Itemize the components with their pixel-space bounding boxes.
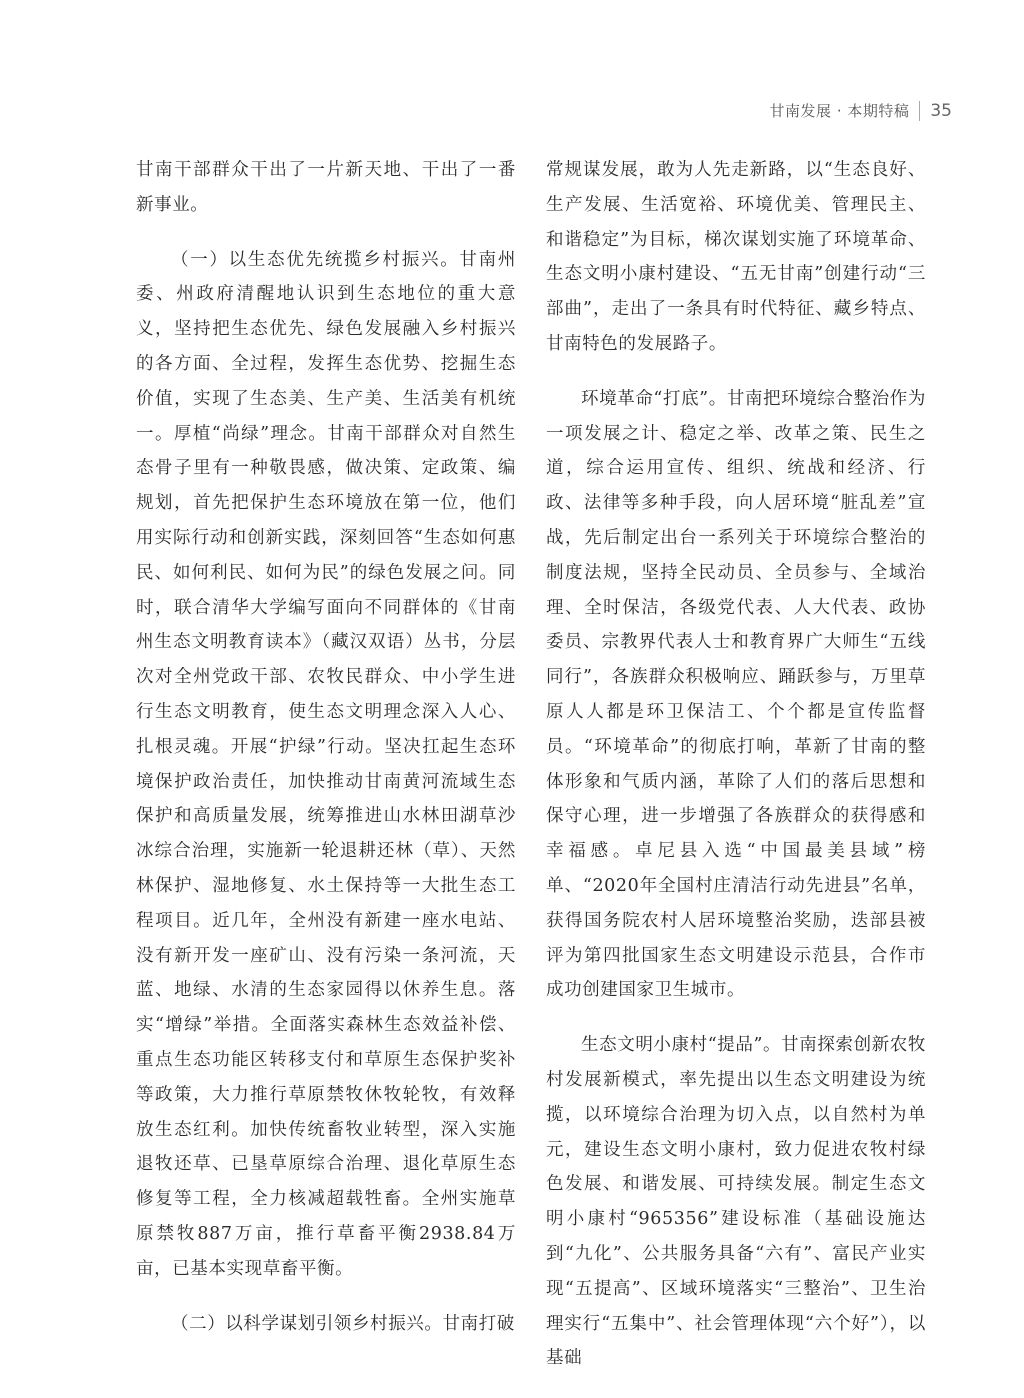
paragraph-continued: 常规谋发展，敢为人先走新路，以“生态良好、生产发展、生活宽裕、环境优美、管理民主、和谐稳定”为目标，梯次谋划实施了环境革命、生态文明小康村建设、“五无甘南”创建行动“三部曲”，走出了一条具有时代特征、藏乡特点、甘南特色的发展路子。 <box>546 160 926 354</box>
running-header <box>770 100 952 121</box>
paragraph-continued: 甘南干部群众干出了一片新天地、干出了一番新事业。 <box>136 160 516 215</box>
paragraph-scientific-planning: （二）以科学谋划引领乡村振兴。甘南打破 <box>171 1313 515 1334</box>
paragraph-ecological-village: 生态文明小康村“提品”。甘南探索创新农牧村发展新模式，率先提出以生态文明建设为统揽，以环境综合治理为切入点，以自然村为单元，建设生态文明小康村，致力促进农牧村绿色发展、和谐发展、可持续发展。制定生态文明小康村“965356”建设标准（基础设施达到“九化”、公共服务具备“六有”、富民产业实现“五提高”、区域环境落实“三整治”、卫生治理实行“五集中”、社会管理体现“六个好”），以基础 <box>546 1035 926 1369</box>
page-number: 35 <box>930 100 952 121</box>
section-title: 甘南发展 · 本期特稿 <box>769 102 910 120</box>
header-divider <box>919 101 920 121</box>
right-column <box>546 153 926 1376</box>
paragraph-ecology-priority: （一）以生态优先统揽乡村振兴。甘南州委、州政府清醒地认识到生态地位的重大意义，坚持把生态优先、绿色发展融入乡村振兴的各方面、全过程，发挥生态优势、挖掘生态价值，实现了生态美、生产美、生活美有机统一。厚植“尚绿”理念。甘南干部群众对自然生态骨子里有一种敬畏感，做决策、定政策、编规划，首先把保护生态环境放在第一位，他们用实际行动和创新实践，深刻回答“生态如何惠民、如何利民、如何为民”的绿色发展之问。同时，联合清华大学编写面向不同群体的《甘南州生态文明教育读本》（藏汉双语）丛书，分层次对全州党政干部、农牧民群众、中小学生进行生态文明教育，使生态文明理念深入人心、扎根灵魂。开展“护绿”行动。坚决扛起生态环境保护政治责任，加快推动甘南黄河流域生态保护和高质量发展，统筹推进山水林田湖草沙冰综合治理，实施新一轮退耕还林（草）、天然林保护、湿地修复、水土保持等一大批生态工程项目。近几年，全州没有新建一座水电站、没有新开发一座矿山、没有污染一条河流，天蓝、地绿、水清的生态家园得以休养生息。落实“增绿”举措。全面落实森林生态效益补偿、重点生态功能区转移支付和草原生态保护奖补等政策，大力推行草原禁牧休牧轮牧，有效释放生态红利。加快传统畜牧业转型，深入实施退牧还草、已垦草原综合治理、退化草原生态修复等工程，全力核减超载牲畜。全州实施草原禁牧887万亩，推行草畜平衡2938.84万亩，已基本实现草畜平衡。 <box>136 249 516 1279</box>
paragraph-environment-revolution: 环境革命“打底”。甘南把环境综合整治作为一项发展之计、稳定之举、改革之策、民生之道，综合运用宣传、组织、统战和经济、行政、法律等多种手段，向人居环境“脏乱差”宣战，先后制定出台一系列关于环境综合整治的制度法规，坚持全民动员、全员参与、全域治理、全时保洁，各级党代表、人大代表、政协委员、宗教界代表人士和教育界广大师生“五线同行”，各族群众积极响应、踊跃参与，万里草原人人都是环卫保洁工、个个都是宣传监督员。“环境革命”的彻底打响，革新了甘南的整体形象和气质内涵，革除了人们的落后思想和保守心理，进一步增强了各族群众的获得感和幸福感。卓尼县入选“中国最美县域”榜单、“2020年全国村庄清洁行动先进县”名单，获得国务院农村人居环境整治奖励，迭部县被评为第四批国家生态文明建设示范县，合作市成功创建国家卫生城市。 <box>546 388 926 1001</box>
left-column <box>136 153 516 1341</box>
